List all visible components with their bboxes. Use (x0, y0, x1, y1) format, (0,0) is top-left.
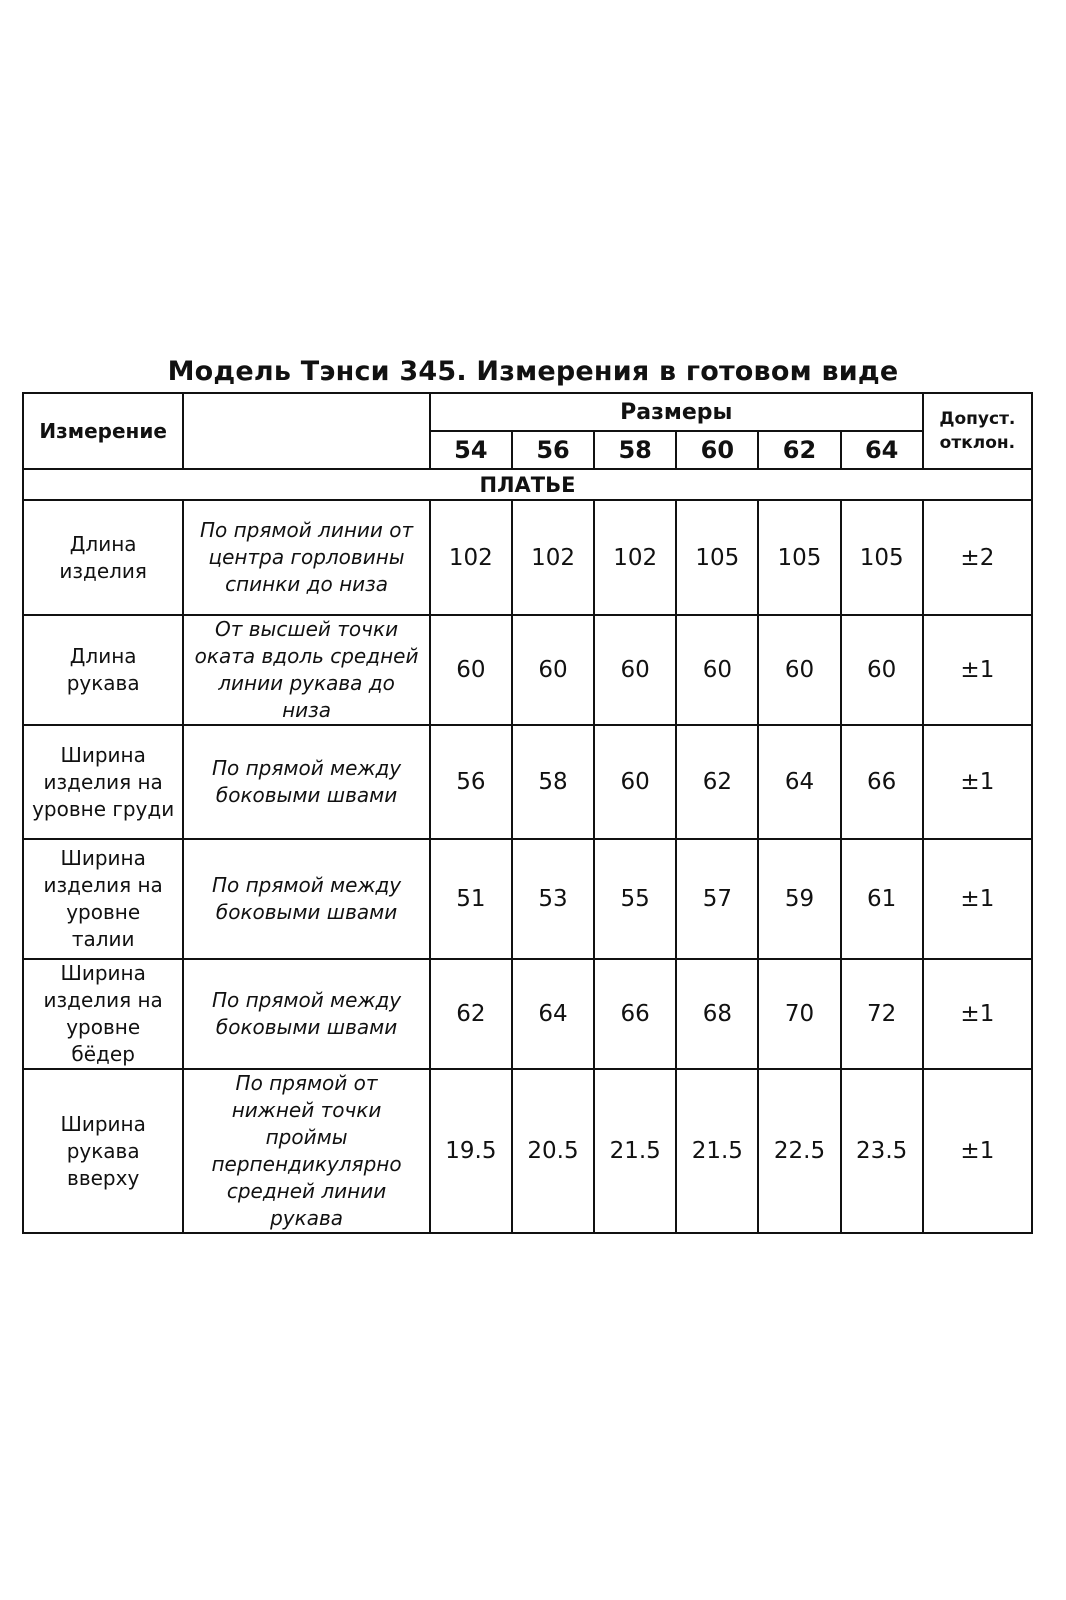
header-row (23, 393, 1032, 431)
measurement-description (183, 1069, 429, 1233)
header-description (183, 393, 429, 469)
size-value-cell: 60 (676, 615, 758, 725)
measurement-name (23, 500, 183, 615)
size-value-cell: 102 (430, 500, 512, 615)
measurement-description (183, 500, 429, 615)
table-row (23, 1069, 1032, 1233)
measurement-name-line: уровне груди (32, 796, 175, 821)
measurement-name-line: Длина (69, 644, 137, 668)
measurement-name (23, 959, 183, 1069)
size-header: 62 (758, 431, 840, 469)
measurement-name-line: изделия на (43, 873, 163, 897)
measurement-name (23, 615, 183, 725)
measurement-description-line: проймы (265, 1125, 348, 1149)
measurement-description-line: линии рукава до (218, 671, 395, 695)
size-value-cell: 60 (841, 615, 923, 725)
measurement-description (183, 839, 429, 959)
size-value-cell: 56 (430, 725, 512, 839)
measurement-name-line: уровне (66, 1015, 141, 1039)
measurement-name (23, 839, 183, 959)
section-title: ПЛАТЬЕ (23, 469, 1032, 500)
measurement-description-line: От высшей точки (215, 617, 399, 641)
page-title: Модель Тэнси 345. Измерения в готовом виде (167, 356, 899, 387)
measurement-description-line: спинки до низа (225, 572, 389, 596)
table-row (23, 725, 1032, 839)
size-value-cell: 105 (758, 500, 840, 615)
table-row (23, 500, 1032, 615)
size-value-cell: 21.5 (594, 1069, 676, 1233)
measurement-name-line: талии (71, 927, 135, 951)
size-value-cell: 105 (841, 500, 923, 615)
size-value-cell: 62 (676, 725, 758, 839)
tolerance-cell: ±1 (923, 725, 1032, 839)
measurement-name-line: рукава (66, 1138, 140, 1163)
measurement-name-line: Длина (69, 531, 137, 556)
size-header: 56 (512, 431, 594, 469)
measurement-name-line: Ширина (60, 961, 146, 985)
measurement-name-line: изделия (59, 558, 147, 583)
measurement-description (183, 615, 429, 725)
tolerance-cell: ±1 (923, 615, 1032, 725)
measurement-description-line: низа (282, 698, 332, 722)
measurement-name-line: изделия на (43, 769, 163, 794)
size-value-cell: 102 (594, 500, 676, 615)
size-value-cell: 60 (512, 615, 594, 725)
measurement-description-line: средней линии (226, 1179, 387, 1203)
tolerance-cell: ±1 (923, 1069, 1032, 1233)
size-value-cell: 53 (512, 839, 594, 959)
header-sizes: Размеры (430, 393, 923, 431)
measurement-name-line: вверху (67, 1165, 140, 1190)
size-header: 60 (676, 431, 758, 469)
size-value-cell: 105 (676, 500, 758, 615)
size-value-cell: 19.5 (430, 1069, 512, 1233)
measurement-description-line: боковыми швами (215, 1015, 398, 1039)
size-value-cell: 68 (676, 959, 758, 1069)
size-value-cell: 21.5 (676, 1069, 758, 1233)
measurement-name-line: Ширина (60, 1111, 146, 1136)
size-value-cell: 55 (594, 839, 676, 959)
size-value-cell: 23.5 (841, 1069, 923, 1233)
size-value-cell: 102 (512, 500, 594, 615)
size-value-cell: 66 (841, 725, 923, 839)
measurement-name (23, 1069, 183, 1233)
measurement-name-line: рукава (66, 671, 140, 695)
size-header: 64 (841, 431, 923, 469)
table-row (23, 959, 1032, 1069)
measurement-description-line: оката вдоль средней (194, 644, 419, 668)
measurement-description (183, 725, 429, 839)
measurement-name-line: Ширина (60, 846, 146, 870)
measurement-description-line: По прямой между (211, 873, 402, 897)
measurement-name-line: уровне (66, 900, 141, 924)
header-tolerance-line: Допуст. (939, 409, 1016, 429)
header-tolerance-line: отклон. (939, 433, 1016, 453)
size-value-cell: 60 (594, 615, 676, 725)
measurement-description-line: перпендикулярно (211, 1152, 402, 1176)
size-value-cell: 70 (758, 959, 840, 1069)
measurement-description-line: По прямой линии от (199, 518, 414, 542)
size-value-cell: 60 (758, 615, 840, 725)
size-value-cell: 60 (430, 615, 512, 725)
measurement-description-line: боковыми швами (215, 900, 398, 924)
tolerance-cell: ±1 (923, 839, 1032, 959)
table-row (23, 839, 1032, 959)
measurement-name-line: бёдер (71, 1042, 135, 1066)
size-value-cell: 51 (430, 839, 512, 959)
size-value-cell: 59 (758, 839, 840, 959)
size-value-cell: 60 (594, 725, 676, 839)
measurement-description-line: боковыми швами (215, 783, 398, 807)
measurement-description (183, 959, 429, 1069)
size-table (22, 392, 1033, 1234)
measurement-description-line: центра горловины (208, 545, 405, 569)
header-tolerance (923, 393, 1032, 469)
size-value-cell: 66 (594, 959, 676, 1069)
tolerance-cell: ±1 (923, 959, 1032, 1069)
size-value-cell: 72 (841, 959, 923, 1069)
measurement-name (23, 725, 183, 839)
size-value-cell: 62 (430, 959, 512, 1069)
measurement-name-line: изделия на (43, 988, 163, 1012)
size-value-cell: 22.5 (758, 1069, 840, 1233)
measurement-name-line: Ширина (60, 742, 146, 767)
measurement-description-line: По прямой между (211, 988, 402, 1012)
size-value-cell: 58 (512, 725, 594, 839)
tolerance-cell: ±2 (923, 500, 1032, 615)
size-value-cell: 57 (676, 839, 758, 959)
measurement-description-line: По прямой от (235, 1071, 378, 1095)
size-value-cell: 64 (512, 959, 594, 1069)
table-row (23, 615, 1032, 725)
header-measure: Измерение (23, 393, 183, 469)
size-value-cell: 64 (758, 725, 840, 839)
measurement-description-line: рукава (270, 1206, 343, 1230)
measurement-description-line: По прямой между (211, 756, 402, 780)
measurement-description-line: нижней точки (231, 1098, 382, 1122)
size-header: 58 (594, 431, 676, 469)
size-header: 54 (430, 431, 512, 469)
section-row (23, 469, 1032, 500)
size-value-cell: 61 (841, 839, 923, 959)
size-value-cell: 20.5 (512, 1069, 594, 1233)
